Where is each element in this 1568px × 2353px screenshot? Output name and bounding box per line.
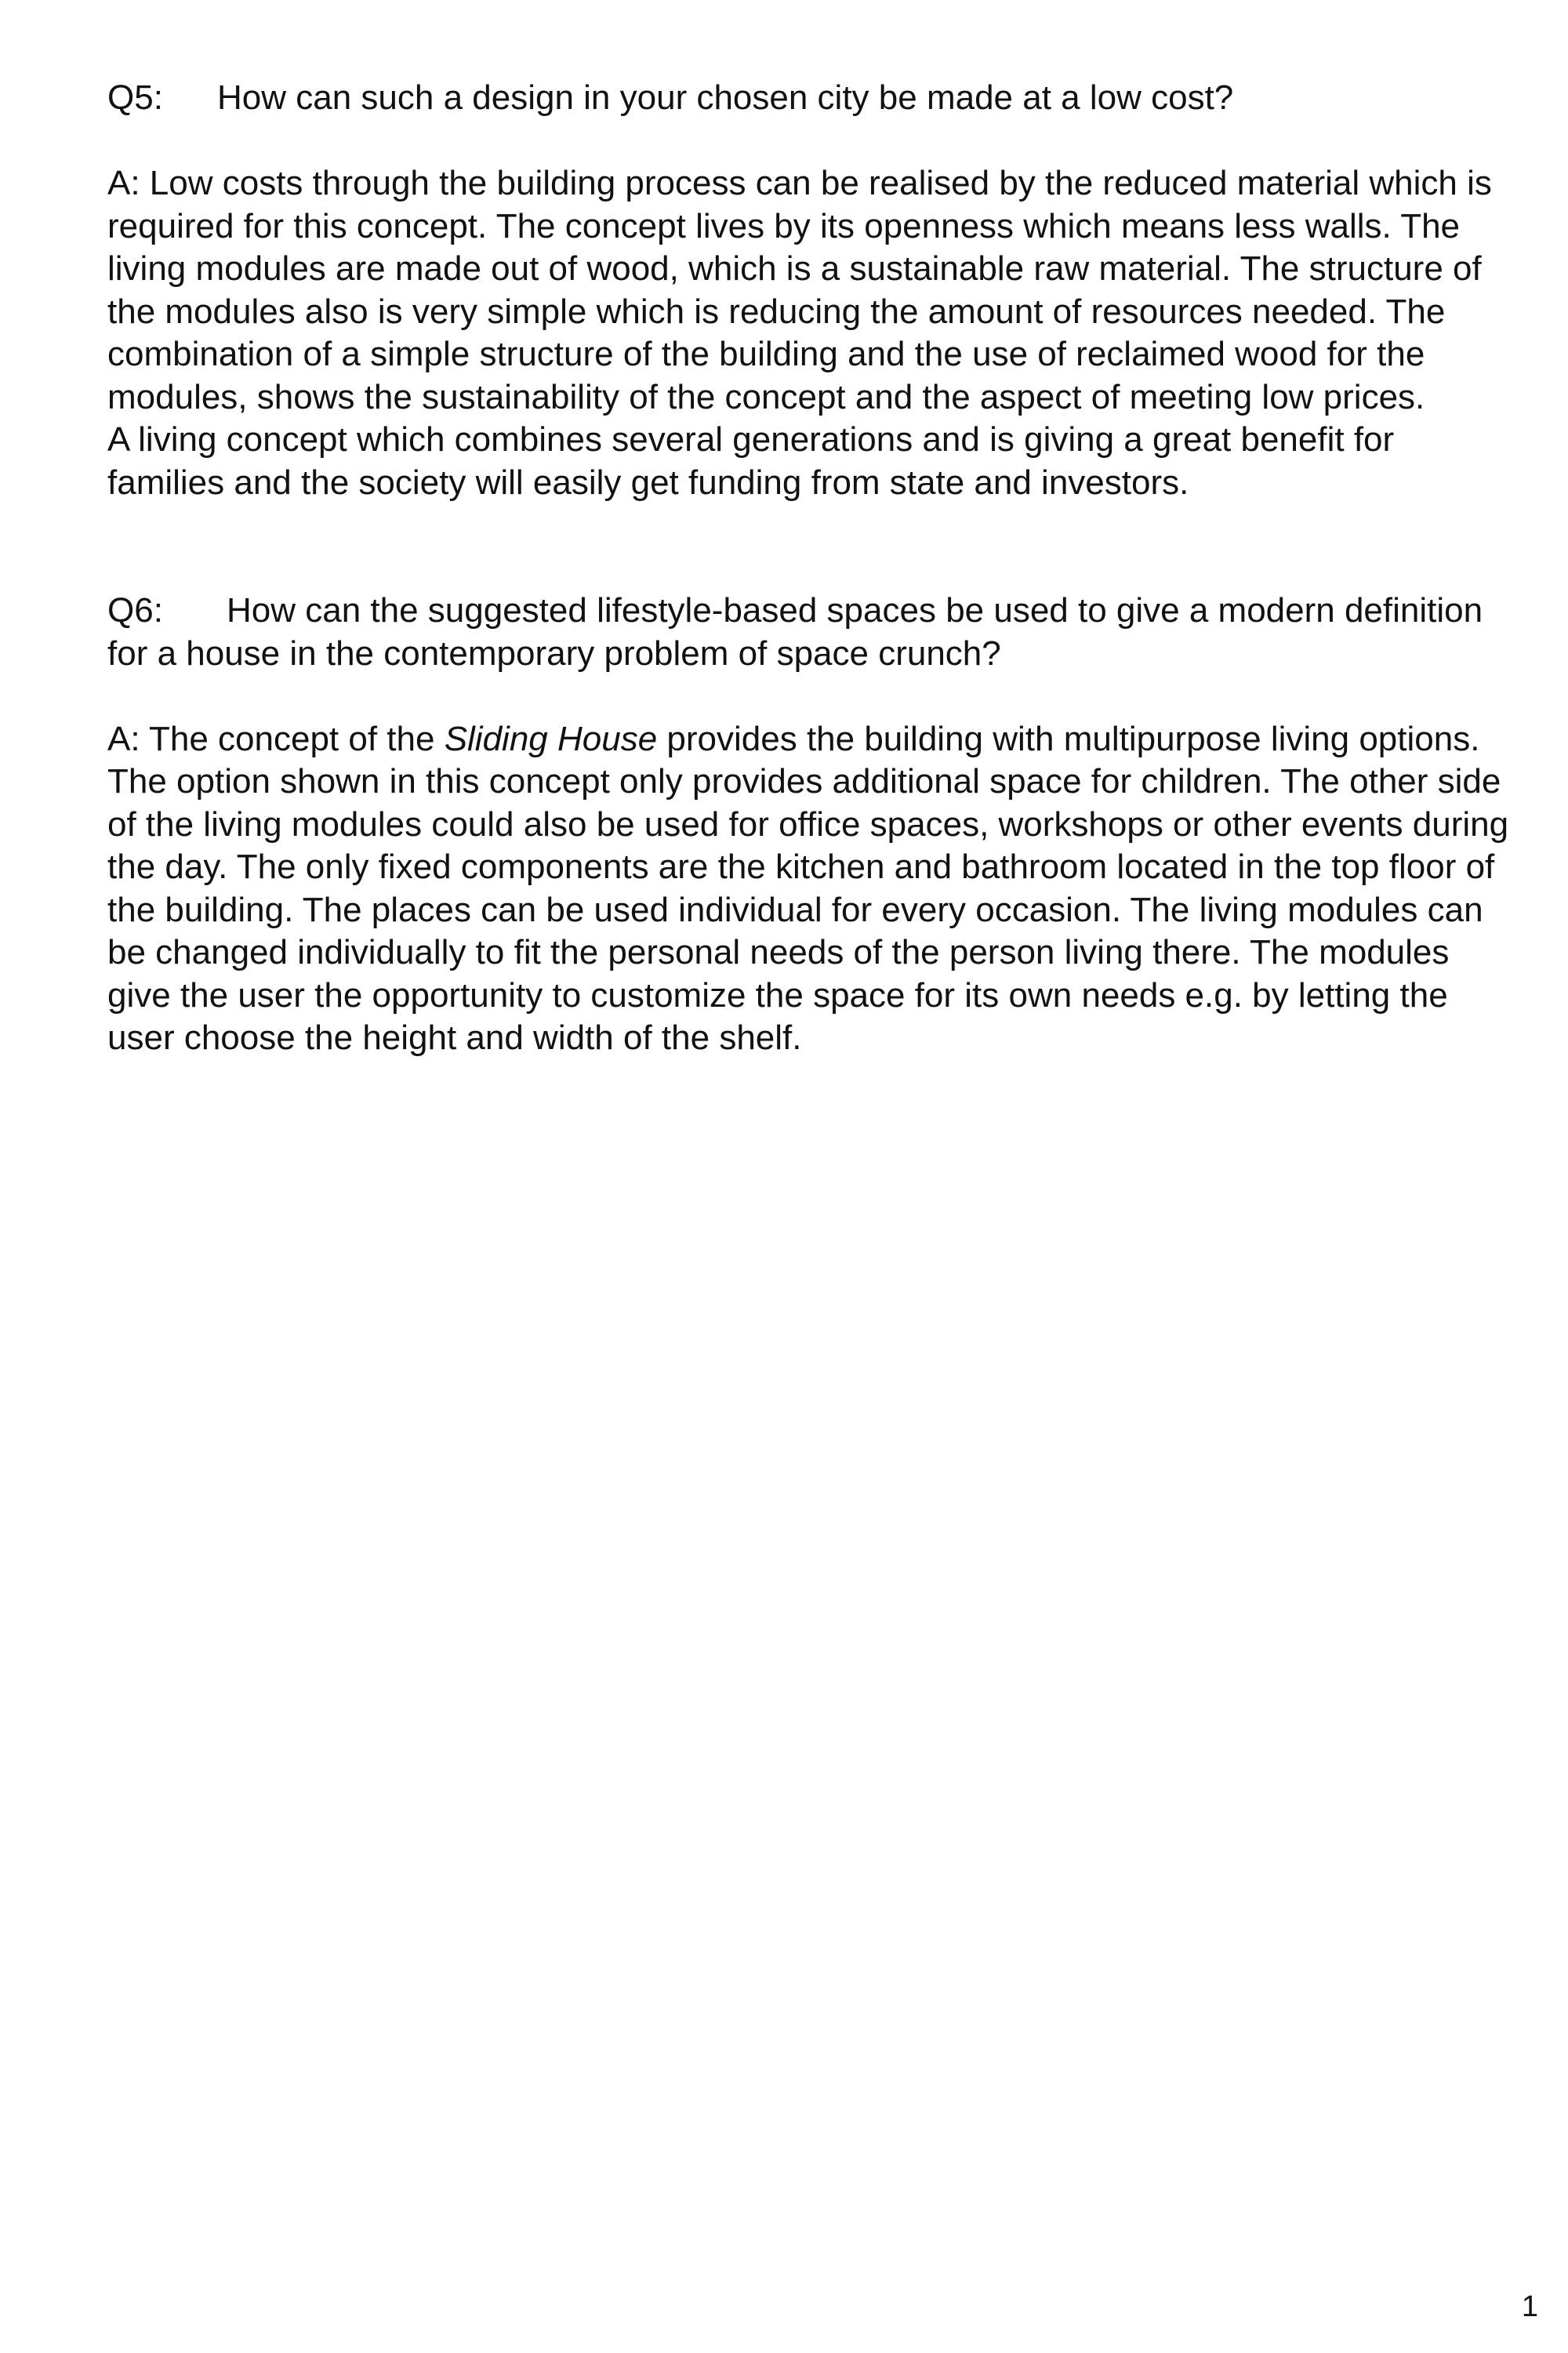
question-block-q6 [107, 590, 1519, 1060]
answer-q6 [107, 718, 1519, 1060]
answer-paragraph: A: Low costs through the building process can be realised by the reduced material which is required for this concept. The concept lives by its openness which means less walls. The living modules are made out of wood, which is a sustainable raw material. The structure of the modules also is very simple which is reducing the amount of resources needed. The combination of a simple structure of the building and the use of reclaimed wood for the modules, shows the sustainability of the concept and the aspect of meeting low prices. [107, 164, 1492, 416]
answer-paragraph: A living concept which combines several generations and is giving a great benefit for families and the society will easily get funding from state and investors. [107, 420, 1395, 502]
answer-emphasis: Sliding House [444, 719, 658, 758]
document-page [107, 77, 1519, 1060]
answer-q5 [107, 162, 1519, 504]
page-number: 1 [1521, 2290, 1538, 2323]
question-q5 [107, 77, 1519, 120]
question-number: Q5: [107, 78, 163, 117]
question-q6 [107, 590, 1519, 675]
answer-prefix: A: The concept of the [107, 719, 445, 758]
question-block-q5 [107, 77, 1519, 504]
question-text: How can the suggested lifestyle-based spaces be used to give a modern definition for a house in the contemporary problem of space crunch? [107, 591, 1483, 673]
question-number: Q6: [107, 591, 163, 630]
question-text: How can such a design in your chosen city be made at a low cost? [217, 78, 1234, 117]
answer-paragraph [107, 718, 1519, 1060]
answer-text: provides the building with multipurpose living options. The option shown in this concept only provides additional space for children. The other side of the living modules could also be used for office spaces, workshops or other events during the day. The only fixed components are the kitchen and bathroom located in the top floor of the building. The places can be used individual for every occasion. The living modules can be changed individually to fit the personal needs of the person living there. The modules give the user the opportunity to customize the space for its own needs e.g. by letting the user choose the height and width of the shelf. [107, 719, 1509, 1057]
